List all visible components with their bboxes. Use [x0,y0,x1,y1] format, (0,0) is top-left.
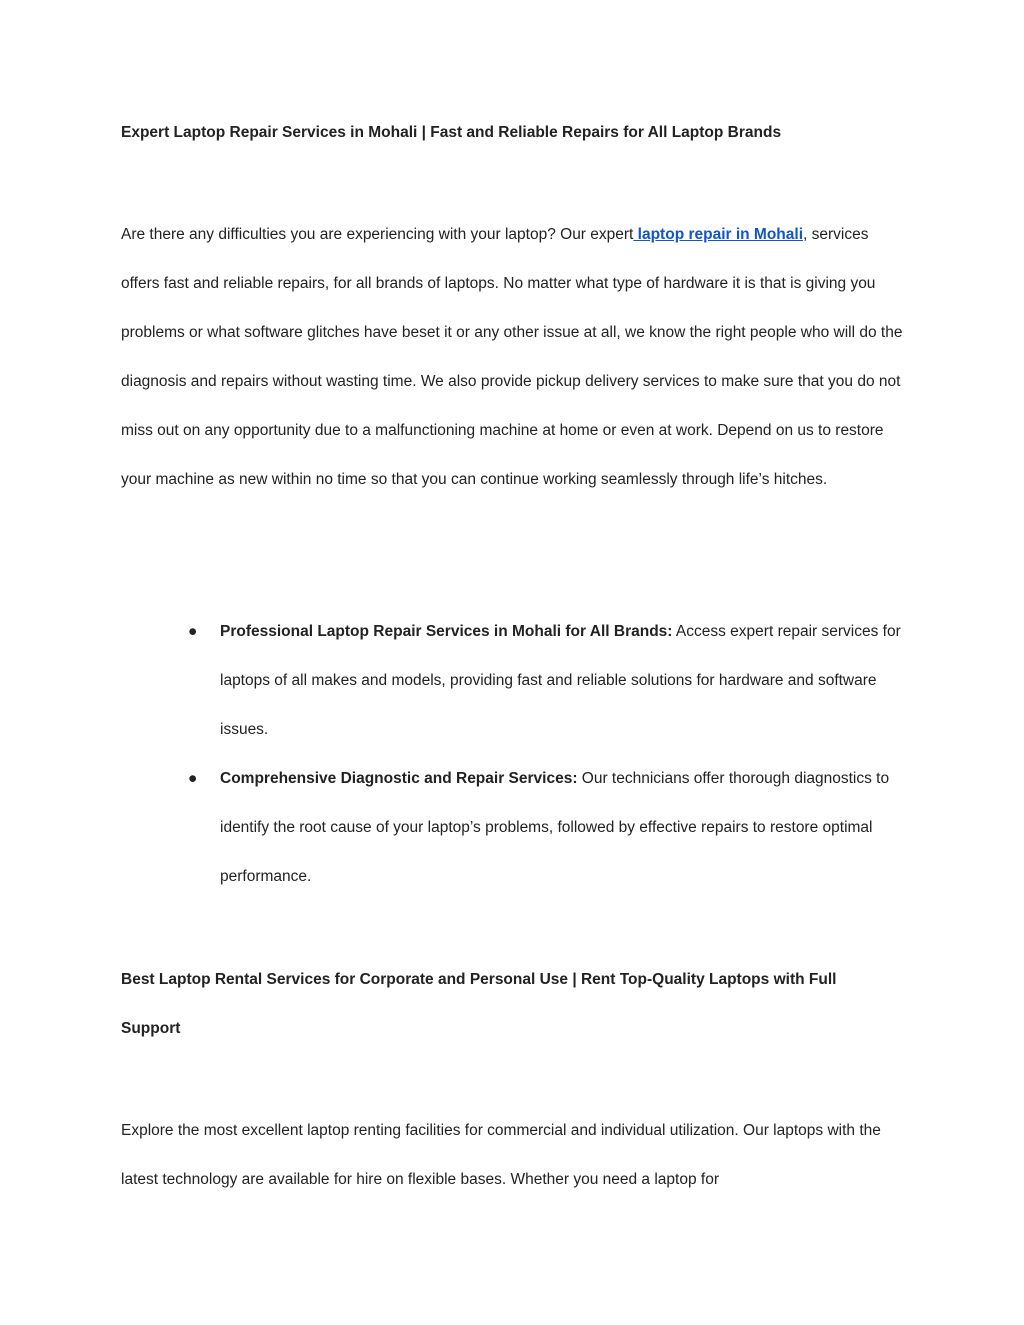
paragraph-repair-intro [121,210,911,504]
laptop-repair-link[interactable]: laptop repair in Mohali [633,226,804,243]
intro-text-rest: , services offers fast and reliable repairs, for all brands of laptops. No matter what type of hardware it is that is giving you problems or what software glitches have beset it or any other issue at all, we know the right people who will do the diagnosis and repairs without wasting time. We also provide pickup delivery services to make sure that you do not miss out on any opportunity due to a malfunctioning machine at home or even at work. Depend on us to restore your machine as new within no time so that you can continue working seamlessly through life’s hitches. [121,226,903,488]
paragraph-rental-intro: Explore the most excellent laptop renting facilities for commercial and individual utilization. Our laptops with the latest technology are available for hire on flexible bases. Whether you need a laptop for [121,1122,881,1188]
intro-text-start: Are there any difficulties you are experiencing with your laptop? Our expert [121,226,634,243]
bullet-text: Our technicians offer thorough diagnostics to identify the root cause of your laptop’s problems, followed by effective repairs to restore optimal performance. [220,770,890,885]
list-item [121,754,911,901]
bullet-title: Professional Laptop Repair Services in Mohali for All Brands: [220,623,673,640]
bullet-icon: ● [188,623,198,640]
section-heading-repair: Expert Laptop Repair Services in Mohali | Fast and Reliable Repairs for All Laptop Brands [121,124,782,141]
section-heading-rental-line2: Support [121,1020,181,1037]
list-item [121,607,911,754]
section-heading-rental-line1: Best Laptop Rental Services for Corporate and Personal Use | Rent Top-Quality Laptops with Full [121,971,837,988]
bullet-title: Comprehensive Diagnostic and Repair Services: [220,770,578,787]
bullet-icon: ● [188,770,198,787]
repair-bullet-list [121,607,911,901]
bullet-text: Access expert repair services for laptops of all makes and models, providing fast and reliable solutions for hardware and software issues. [220,623,901,738]
